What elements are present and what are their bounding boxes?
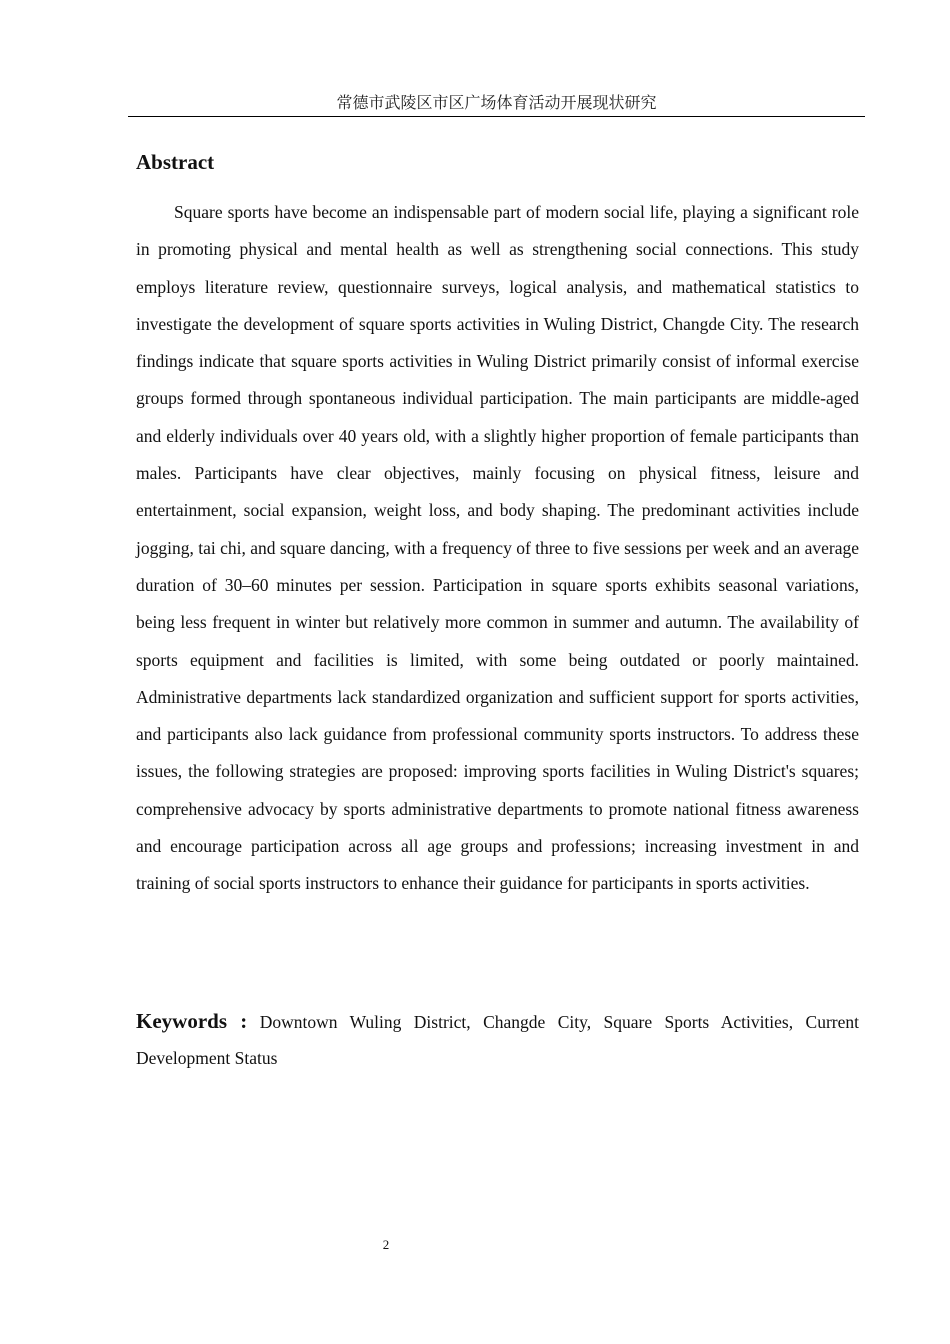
keywords-text: Downtown Wuling District, Changde City, Square Sports Activities, Current Development Status — [136, 1012, 859, 1068]
keywords-label: Keywords : — [136, 1009, 248, 1033]
running-header: 常德市武陵区市区广场体育活动开展现状研究 — [128, 92, 865, 117]
abstract-heading: Abstract — [136, 150, 215, 174]
page-number: 2 — [382, 1237, 390, 1252]
abstract-paragraph: Square sports have become an indispensable part of modern social life, playing a significant role in promoting physical and mental health as well as strengthening social connections. This study employs literature review, questionnaire surveys, logical analysis, and mathematical statistics to investigate the development of square sports activities in Wuling District, Changde City. The research findings indicate that square sports activities in Wuling District primarily consist of informal exercise groups formed through spontaneous individual participation. The main participants are middle-aged and elderly individuals over 40 years old, with a slightly higher proportion of female participants than males. Participants have clear objectives, mainly focusing on physical fitness, leisure and entertainment, social expansion, weight loss, and body shaping. The predominant activities include jogging, tai chi, and square dancing, with a frequency of three to five sessions per week and an average duration of 30–60 minutes per session. Participation in square sports exhibits seasonal variations, being less frequent in winter but relatively more common in summer and autumn. The availability of sports equipment and facilities is limited, with some being outdated or poorly maintained. Administrative departments lack standardized organization and sufficient support for sports activities, and participants also lack guidance from professional community sports instructors. To address these issues, the following strategies are proposed: improving sports facilities in Wuling District's squares; comprehensive advocacy by sports administrative departments to promote national fitness awareness and encourage participation across all age groups and professions; increasing investment in and training of social sports instructors to enhance their guidance for participants in sports activities. — [136, 202, 859, 894]
keywords-section — [136, 1003, 859, 1076]
